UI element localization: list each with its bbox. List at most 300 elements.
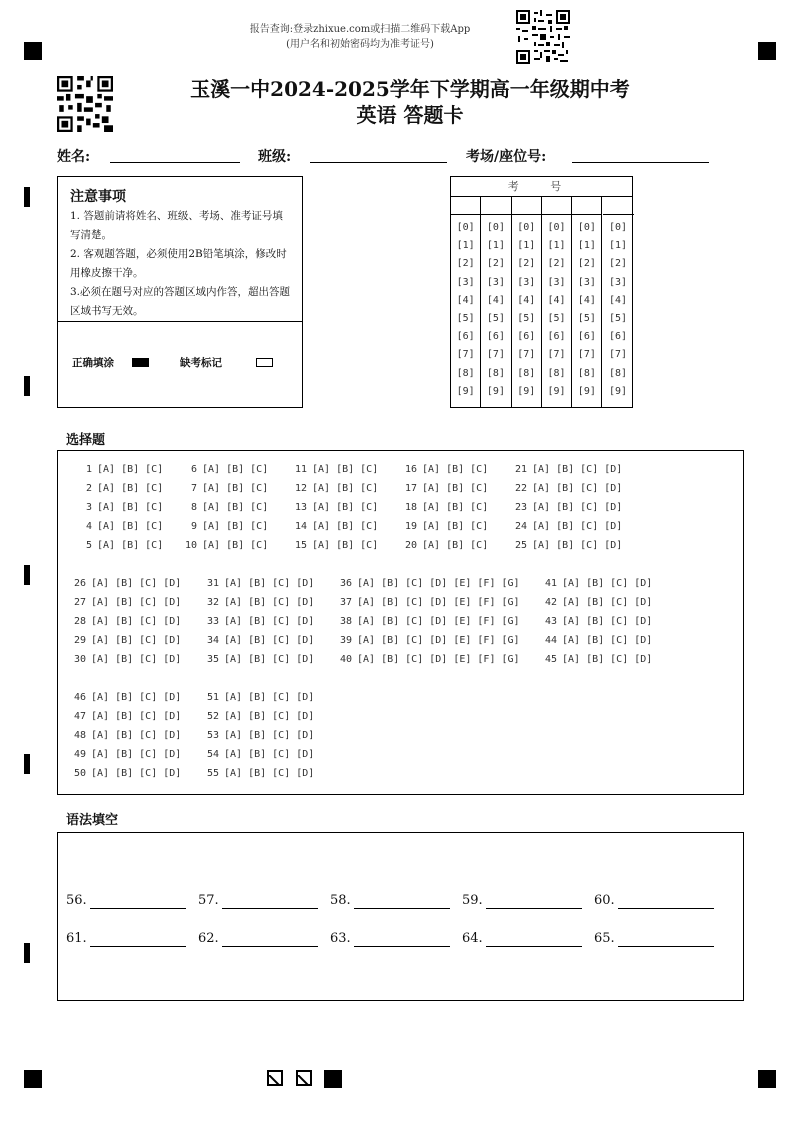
- choice-question[interactable]: [203, 597, 314, 608]
- answer-bubbles[interactable]: [A] [B] [C]: [422, 464, 489, 475]
- question-number: 36: [339, 578, 352, 589]
- question-number: 24: [514, 521, 527, 532]
- exam-digit-bubble[interactable]: [7]: [456, 349, 475, 361]
- choice-question[interactable]: [291, 540, 378, 551]
- question-number: 27: [73, 597, 86, 608]
- exam-digit-bubble[interactable]: [7]: [517, 349, 536, 361]
- answer-bubbles[interactable]: [A] [B] [C] [D]: [224, 654, 315, 665]
- exam-number-grid: [450, 176, 633, 408]
- question-number: 21: [514, 464, 527, 475]
- exam-digit-bubble[interactable]: [2]: [517, 258, 536, 270]
- answer-bubbles[interactable]: [A] [B] [C] [D]: [532, 521, 623, 532]
- exam-digit-write-box[interactable]: [512, 196, 541, 215]
- choice-question[interactable]: [401, 502, 488, 513]
- alignment-mark-top-left: [24, 42, 42, 60]
- exam-digit-write-box[interactable]: [603, 196, 634, 215]
- choice-question[interactable]: [70, 730, 181, 741]
- choice-question[interactable]: [401, 483, 488, 494]
- choice-box: [57, 450, 744, 795]
- blank-answer-line[interactable]: [222, 908, 318, 909]
- question-number: 5: [85, 540, 92, 551]
- exam-digit-bubble[interactable]: [3]: [608, 276, 628, 288]
- answer-bubbles[interactable]: [A] [B] [C] [D]: [91, 749, 182, 760]
- choice-question[interactable]: [401, 540, 488, 551]
- choice-question[interactable]: [336, 597, 520, 608]
- exam-digit-bubble[interactable]: [2]: [547, 258, 566, 270]
- answer-bubbles[interactable]: [A] [B] [C] [D] [E] [F] [G]: [357, 578, 520, 589]
- question-number: 12: [294, 483, 307, 494]
- answer-bubbles[interactable]: [A] [B] [C] [D]: [532, 483, 623, 494]
- question-number: 9: [190, 521, 197, 532]
- exam-digit-bubble[interactable]: [1]: [547, 240, 566, 252]
- exam-digit-bubble[interactable]: [4]: [486, 294, 505, 306]
- choice-question[interactable]: [541, 635, 652, 646]
- question-number: 13: [294, 502, 307, 513]
- correct-fill-sample: [132, 358, 149, 367]
- question-number: 28: [73, 616, 86, 627]
- question-number: 51: [206, 692, 219, 703]
- answer-bubbles[interactable]: [A] [B] [C]: [422, 502, 489, 513]
- page-subtitle: 英语 答题卡: [356, 103, 464, 127]
- answer-bubbles[interactable]: [A] [B] [C]: [312, 521, 379, 532]
- choice-question[interactable]: [181, 540, 268, 551]
- question-number: 4: [85, 521, 92, 532]
- question-number: 15: [294, 540, 307, 551]
- answer-bubbles[interactable]: [A] [B] [C] [D]: [91, 768, 182, 779]
- blank-answer-line[interactable]: [486, 908, 582, 909]
- download-qr-code: [516, 10, 570, 64]
- blank-number: 64.: [462, 931, 483, 946]
- exam-digit-bubble[interactable]: [8]: [486, 367, 505, 379]
- answer-bubbles[interactable]: [A] [B] [C] [D]: [91, 692, 182, 703]
- answer-bubbles[interactable]: [A] [B] [C] [D] [E] [F] [G]: [357, 616, 520, 627]
- answer-bubbles[interactable]: [A] [B] [C] [D] [E] [F] [G]: [357, 654, 520, 665]
- choice-question[interactable]: [181, 464, 268, 475]
- exam-digit-bubble[interactable]: [6]: [486, 331, 505, 343]
- blank-answer-line[interactable]: [354, 908, 450, 909]
- blank-number: 59.: [462, 893, 483, 908]
- answer-bubbles[interactable]: [A] [B] [C]: [97, 502, 164, 513]
- seat-label: 考场/座位号:: [466, 149, 547, 165]
- exam-number-column: [542, 196, 572, 407]
- choice-question[interactable]: [181, 502, 268, 513]
- exam-digit-bubble[interactable]: [0]: [608, 222, 628, 233]
- question-number: 29: [73, 635, 86, 646]
- answer-bubbles[interactable]: [A] [B] [C] [D]: [224, 597, 315, 608]
- question-number: 54: [206, 749, 219, 760]
- notice-divider: [58, 321, 302, 322]
- exam-digit-bubble[interactable]: [6]: [517, 331, 536, 343]
- exam-digit-bubble[interactable]: [5]: [456, 313, 475, 324]
- question-number: 45: [544, 654, 557, 665]
- question-number: 38: [339, 616, 352, 627]
- choice-question[interactable]: [203, 578, 314, 589]
- answer-bubbles[interactable]: [A] [B] [C]: [202, 540, 269, 551]
- choice-question[interactable]: [511, 540, 622, 551]
- alignment-mark-bottom-right: [758, 1070, 776, 1088]
- exam-digit-write-box[interactable]: [572, 196, 601, 215]
- answer-bubbles[interactable]: [A] [B] [C] [D]: [91, 711, 182, 722]
- answer-bubbles[interactable]: [A] [B] [C] [D]: [224, 635, 315, 646]
- question-number: 30: [73, 654, 86, 665]
- choice-question[interactable]: [336, 616, 520, 627]
- answer-bubbles[interactable]: [A] [B] [C] [D]: [224, 711, 315, 722]
- blank-answer-line[interactable]: [354, 946, 450, 947]
- choice-question[interactable]: [511, 464, 622, 475]
- choice-question[interactable]: [336, 635, 520, 646]
- question-number: 34: [206, 635, 219, 646]
- exam-digit-bubble[interactable]: [4]: [547, 294, 566, 306]
- exam-digit-bubble[interactable]: [3]: [486, 276, 505, 288]
- exam-digit-bubble[interactable]: [9]: [577, 385, 596, 397]
- choice-question[interactable]: [203, 692, 314, 703]
- blank-answer-line[interactable]: [222, 946, 318, 947]
- question-number: 1: [85, 464, 92, 475]
- question-number: 2: [85, 483, 92, 494]
- notice-title: 注意事项: [70, 189, 126, 205]
- blank-number: 56.: [66, 893, 87, 908]
- exam-digit-bubble[interactable]: [3]: [577, 276, 596, 288]
- answer-bubbles[interactable]: [A] [B] [C] [D]: [224, 730, 315, 741]
- page-mark-hatched: [296, 1070, 312, 1086]
- choice-question[interactable]: [401, 464, 488, 475]
- answer-bubbles[interactable]: [A] [B] [C] [D]: [562, 635, 653, 646]
- choice-question[interactable]: [291, 483, 378, 494]
- blank-number: 57.: [198, 893, 219, 908]
- exam-digit-bubble[interactable]: [1]: [608, 240, 628, 252]
- answer-bubbles[interactable]: [A] [B] [C]: [312, 464, 379, 475]
- answer-bubbles[interactable]: [A] [B] [C] [D]: [91, 730, 182, 741]
- blank-answer-line[interactable]: [90, 908, 186, 909]
- answer-bubbles[interactable]: [A] [B] [C]: [312, 502, 379, 513]
- report-query-line2: (用户名和初始密码均为准考证号): [286, 39, 434, 50]
- notice-item: 2. 客观题答题，必须使用2B铅笔填涂，修改时用橡皮擦干净。: [70, 248, 287, 279]
- question-number: 7: [190, 483, 197, 494]
- correct-fill-label: 正确填涂: [72, 357, 114, 369]
- answer-bubbles[interactable]: [A] [B] [C]: [312, 540, 379, 551]
- exam-digit-bubble[interactable]: [1]: [486, 240, 505, 252]
- exam-digit-bubble[interactable]: [2]: [608, 258, 628, 270]
- exam-digit-bubble[interactable]: [4]: [456, 294, 475, 306]
- choice-question[interactable]: [203, 768, 314, 779]
- question-number: 11: [294, 464, 307, 475]
- side-mark: [24, 943, 30, 963]
- exam-digit-bubble[interactable]: [8]: [608, 367, 628, 379]
- choice-question[interactable]: [76, 502, 163, 513]
- exam-digit-bubble[interactable]: [4]: [517, 294, 536, 306]
- question-number: 22: [514, 483, 527, 494]
- name-label: 姓名:: [57, 149, 91, 165]
- exam-digit-bubble[interactable]: [0]: [486, 222, 505, 233]
- side-mark: [24, 754, 30, 774]
- exam-number-column: [451, 196, 481, 407]
- question-number: 19: [404, 521, 417, 532]
- choice-question[interactable]: [203, 616, 314, 627]
- exam-digit-bubble[interactable]: [7]: [547, 349, 566, 361]
- grammar-box: [57, 832, 744, 1001]
- choice-question[interactable]: [511, 502, 622, 513]
- question-number: 31: [206, 578, 219, 589]
- alignment-mark-bottom-left: [24, 1070, 42, 1088]
- question-number: 14: [294, 521, 307, 532]
- answer-bubbles[interactable]: [A] [B] [C]: [202, 483, 269, 494]
- exam-digit-bubble[interactable]: [7]: [486, 349, 505, 361]
- answer-bubbles[interactable]: [A] [B] [C]: [422, 521, 489, 532]
- blank-number: 63.: [330, 931, 351, 946]
- exam-digit-bubble[interactable]: [0]: [547, 222, 566, 233]
- choice-question[interactable]: [70, 711, 181, 722]
- exam-digit-bubble[interactable]: [1]: [456, 240, 475, 252]
- exam-digit-bubble[interactable]: [9]: [608, 385, 628, 397]
- side-mark: [24, 187, 30, 207]
- question-number: 40: [339, 654, 352, 665]
- exam-digit-bubble[interactable]: [6]: [547, 331, 566, 343]
- choice-question[interactable]: [181, 521, 268, 532]
- blank-answer-line[interactable]: [618, 946, 714, 947]
- question-number: 49: [73, 749, 86, 760]
- choice-question[interactable]: [76, 521, 163, 532]
- answer-bubbles[interactable]: [A] [B] [C]: [312, 483, 379, 494]
- notice-box: [57, 176, 303, 408]
- answer-bubbles[interactable]: [A] [B] [C] [D]: [91, 616, 182, 627]
- question-number: 44: [544, 635, 557, 646]
- question-number: 23: [514, 502, 527, 513]
- exam-digit-write-box[interactable]: [481, 196, 510, 215]
- blank-number: 61.: [66, 931, 87, 946]
- exam-digit-bubble[interactable]: [5]: [577, 313, 596, 324]
- diagonal-line-icon: [269, 1075, 281, 1086]
- answer-bubbles[interactable]: [A] [B] [C]: [202, 521, 269, 532]
- choice-section-title: 选择题: [66, 433, 106, 448]
- side-mark: [24, 376, 30, 396]
- exam-digit-bubble[interactable]: [5]: [547, 313, 566, 324]
- question-number: 25: [514, 540, 527, 551]
- choice-question[interactable]: [291, 464, 378, 475]
- exam-digit-bubble[interactable]: [2]: [486, 258, 505, 270]
- blank-number: 58.: [330, 893, 351, 908]
- exam-digit-bubble[interactable]: [5]: [608, 313, 628, 324]
- choice-question[interactable]: [336, 654, 520, 665]
- exam-digit-bubble[interactable]: [8]: [456, 367, 475, 379]
- question-number: 20: [404, 540, 417, 551]
- exam-number-column: [572, 196, 602, 407]
- answer-bubbles[interactable]: [A] [B] [C] [D]: [224, 749, 315, 760]
- exam-number-column: [603, 196, 634, 407]
- exam-digit-bubble[interactable]: [0]: [577, 222, 596, 233]
- choice-question[interactable]: [203, 635, 314, 646]
- exam-digit-bubble[interactable]: [4]: [577, 294, 596, 306]
- exam-digit-bubble[interactable]: [0]: [456, 222, 475, 233]
- question-number: 52: [206, 711, 219, 722]
- exam-digit-bubble[interactable]: [1]: [577, 240, 596, 252]
- question-number: 46: [73, 692, 86, 703]
- choice-question[interactable]: [511, 483, 622, 494]
- page-mark-solid: [324, 1070, 342, 1088]
- question-number: 39: [339, 635, 352, 646]
- exam-digit-bubble[interactable]: [6]: [608, 331, 628, 343]
- answer-bubbles[interactable]: [A] [B] [C] [D]: [562, 578, 653, 589]
- question-number: 53: [206, 730, 219, 741]
- choice-question[interactable]: [203, 711, 314, 722]
- blank-answer-line[interactable]: [90, 946, 186, 947]
- question-number: 37: [339, 597, 352, 608]
- question-number: 55: [206, 768, 219, 779]
- answer-bubbles[interactable]: [A] [B] [C]: [97, 464, 164, 475]
- exam-digit-bubble[interactable]: [9]: [486, 385, 505, 397]
- exam-digit-bubble[interactable]: [5]: [517, 313, 536, 324]
- blank-number: 60.: [594, 893, 615, 908]
- exam-digit-bubble[interactable]: [7]: [608, 349, 628, 361]
- answer-bubbles[interactable]: [A] [B] [C] [D]: [224, 616, 315, 627]
- choice-question[interactable]: [76, 464, 163, 475]
- answer-bubbles[interactable]: [A] [B] [C] [D]: [532, 464, 623, 475]
- exam-digit-bubble[interactable]: [3]: [517, 276, 536, 288]
- choice-question[interactable]: [76, 540, 163, 551]
- answer-bubbles[interactable]: [A] [B] [C]: [422, 483, 489, 494]
- answer-bubbles[interactable]: [A] [B] [C] [D]: [91, 597, 182, 608]
- exam-digit-bubble[interactable]: [2]: [577, 258, 596, 270]
- exam-digit-bubble[interactable]: [8]: [547, 367, 566, 379]
- report-query-line1: 报告查询:登录zhixue.com或扫描二维码下载App: [249, 24, 471, 35]
- exam-digit-bubble[interactable]: [8]: [577, 367, 596, 379]
- name-field[interactable]: [110, 162, 240, 163]
- choice-question[interactable]: [70, 597, 181, 608]
- answer-bubbles[interactable]: [A] [B] [C]: [422, 540, 489, 551]
- choice-question[interactable]: [203, 730, 314, 741]
- choice-question[interactable]: [541, 578, 652, 589]
- question-number: 32: [206, 597, 219, 608]
- exam-digit-bubble[interactable]: [5]: [486, 313, 505, 324]
- page-title: 玉溪一中2024-2025学年下学期高一年级期中考: [190, 77, 630, 101]
- class-label: 班级:: [258, 149, 292, 165]
- choice-question[interactable]: [70, 768, 181, 779]
- choice-question[interactable]: [181, 483, 268, 494]
- blank-number: 62.: [198, 931, 219, 946]
- answer-bubbles[interactable]: [A] [B] [C] [D]: [532, 502, 623, 513]
- page-mark-hatched: [267, 1070, 283, 1086]
- exam-digit-bubble[interactable]: [2]: [456, 258, 475, 270]
- exam-number-column: [481, 196, 511, 407]
- answer-bubbles[interactable]: [A] [B] [C] [D]: [224, 578, 315, 589]
- choice-question[interactable]: [70, 692, 181, 703]
- blank-answer-line[interactable]: [486, 946, 582, 947]
- notice-item: 3.必须在题号对应的答题区域内作答，超出答题区域书写无效。: [70, 286, 291, 317]
- report-query-note: [200, 22, 520, 52]
- absent-label: 缺考标记: [180, 357, 222, 369]
- absent-mark-box[interactable]: [256, 358, 273, 367]
- answer-bubbles[interactable]: [A] [B] [C]: [97, 540, 164, 551]
- exam-digit-bubble[interactable]: [7]: [577, 349, 596, 361]
- choice-question[interactable]: [541, 597, 652, 608]
- choice-question[interactable]: [203, 654, 314, 665]
- exam-digit-bubble[interactable]: [6]: [577, 331, 596, 343]
- blank-number: 65.: [594, 931, 615, 946]
- exam-number-header: 考 号: [451, 177, 632, 197]
- question-number: 10: [184, 540, 197, 551]
- answer-bubbles[interactable]: [A] [B] [C] [D] [E] [F] [G]: [357, 635, 520, 646]
- question-number: 33: [206, 616, 219, 627]
- choice-question[interactable]: [70, 635, 181, 646]
- exam-digit-bubble[interactable]: [9]: [517, 385, 536, 397]
- question-number: 48: [73, 730, 86, 741]
- alignment-mark-top-right: [758, 42, 776, 60]
- question-number: 50: [73, 768, 86, 779]
- answer-bubbles[interactable]: [A] [B] [C] [D]: [562, 597, 653, 608]
- side-mark: [24, 565, 30, 585]
- choice-question[interactable]: [401, 521, 488, 532]
- question-number: 42: [544, 597, 557, 608]
- exam-digit-write-box[interactable]: [451, 196, 480, 215]
- exam-digit-bubble[interactable]: [9]: [456, 385, 475, 397]
- choice-question[interactable]: [511, 521, 622, 532]
- choice-question[interactable]: [203, 749, 314, 760]
- answer-bubbles[interactable]: [A] [B] [C] [D]: [562, 654, 653, 665]
- question-number: 35: [206, 654, 219, 665]
- question-number: 17: [404, 483, 417, 494]
- exam-digit-write-box[interactable]: [542, 196, 571, 215]
- blank-answer-line[interactable]: [618, 908, 714, 909]
- choice-question[interactable]: [70, 616, 181, 627]
- exam-number-column: [512, 196, 542, 407]
- answer-bubbles[interactable]: [A] [B] [C] [D]: [562, 616, 653, 627]
- question-number: 41: [544, 578, 557, 589]
- exam-digit-bubble[interactable]: [1]: [517, 240, 536, 252]
- answer-bubbles[interactable]: [A] [B] [C]: [202, 464, 269, 475]
- exam-digit-bubble[interactable]: [9]: [547, 385, 566, 397]
- card-qr-code: [57, 76, 113, 132]
- notice-item: 1. 答题前请将姓名、班级、考场、准考证号填写清楚。: [70, 210, 283, 241]
- question-number: 16: [404, 464, 417, 475]
- grammar-section-title: 语法填空: [66, 813, 119, 828]
- choice-question[interactable]: [70, 749, 181, 760]
- choice-question[interactable]: [70, 578, 181, 589]
- question-number: 8: [190, 502, 197, 513]
- answer-bubbles[interactable]: [A] [B] [C] [D]: [91, 578, 182, 589]
- answer-bubbles[interactable]: [A] [B] [C] [D]: [224, 768, 315, 779]
- answer-bubbles[interactable]: [A] [B] [C] [D] [E] [F] [G]: [357, 597, 520, 608]
- exam-digit-bubble[interactable]: [6]: [456, 331, 475, 343]
- diagonal-line-icon: [298, 1075, 310, 1086]
- exam-digit-bubble[interactable]: [3]: [456, 276, 475, 288]
- question-number: 47: [73, 711, 86, 722]
- choice-question[interactable]: [291, 521, 378, 532]
- answer-bubbles[interactable]: [A] [B] [C]: [202, 502, 269, 513]
- choice-question[interactable]: [70, 654, 181, 665]
- question-number: 26: [73, 578, 86, 589]
- choice-question[interactable]: [336, 578, 520, 589]
- choice-question[interactable]: [291, 502, 378, 513]
- question-number: 3: [85, 502, 92, 513]
- exam-digit-bubble[interactable]: [3]: [547, 276, 566, 288]
- class-field[interactable]: [310, 162, 447, 163]
- answer-bubbles[interactable]: [A] [B] [C] [D]: [532, 540, 623, 551]
- exam-digit-bubble[interactable]: [0]: [517, 222, 536, 233]
- answer-bubbles[interactable]: [A] [B] [C]: [97, 483, 164, 494]
- exam-digit-bubble[interactable]: [4]: [608, 294, 628, 306]
- answer-bubbles[interactable]: [A] [B] [C] [D]: [224, 692, 315, 703]
- seat-field[interactable]: [572, 162, 709, 163]
- question-number: 43: [544, 616, 557, 627]
- choice-question[interactable]: [541, 654, 652, 665]
- choice-question[interactable]: [76, 483, 163, 494]
- exam-digit-bubble[interactable]: [8]: [517, 367, 536, 379]
- answer-bubbles[interactable]: [A] [B] [C] [D]: [91, 654, 182, 665]
- answer-bubbles[interactable]: [A] [B] [C]: [97, 521, 164, 532]
- question-number: 18: [404, 502, 417, 513]
- question-number: 6: [190, 464, 197, 475]
- answer-bubbles[interactable]: [A] [B] [C] [D]: [91, 635, 182, 646]
- choice-question[interactable]: [541, 616, 652, 627]
